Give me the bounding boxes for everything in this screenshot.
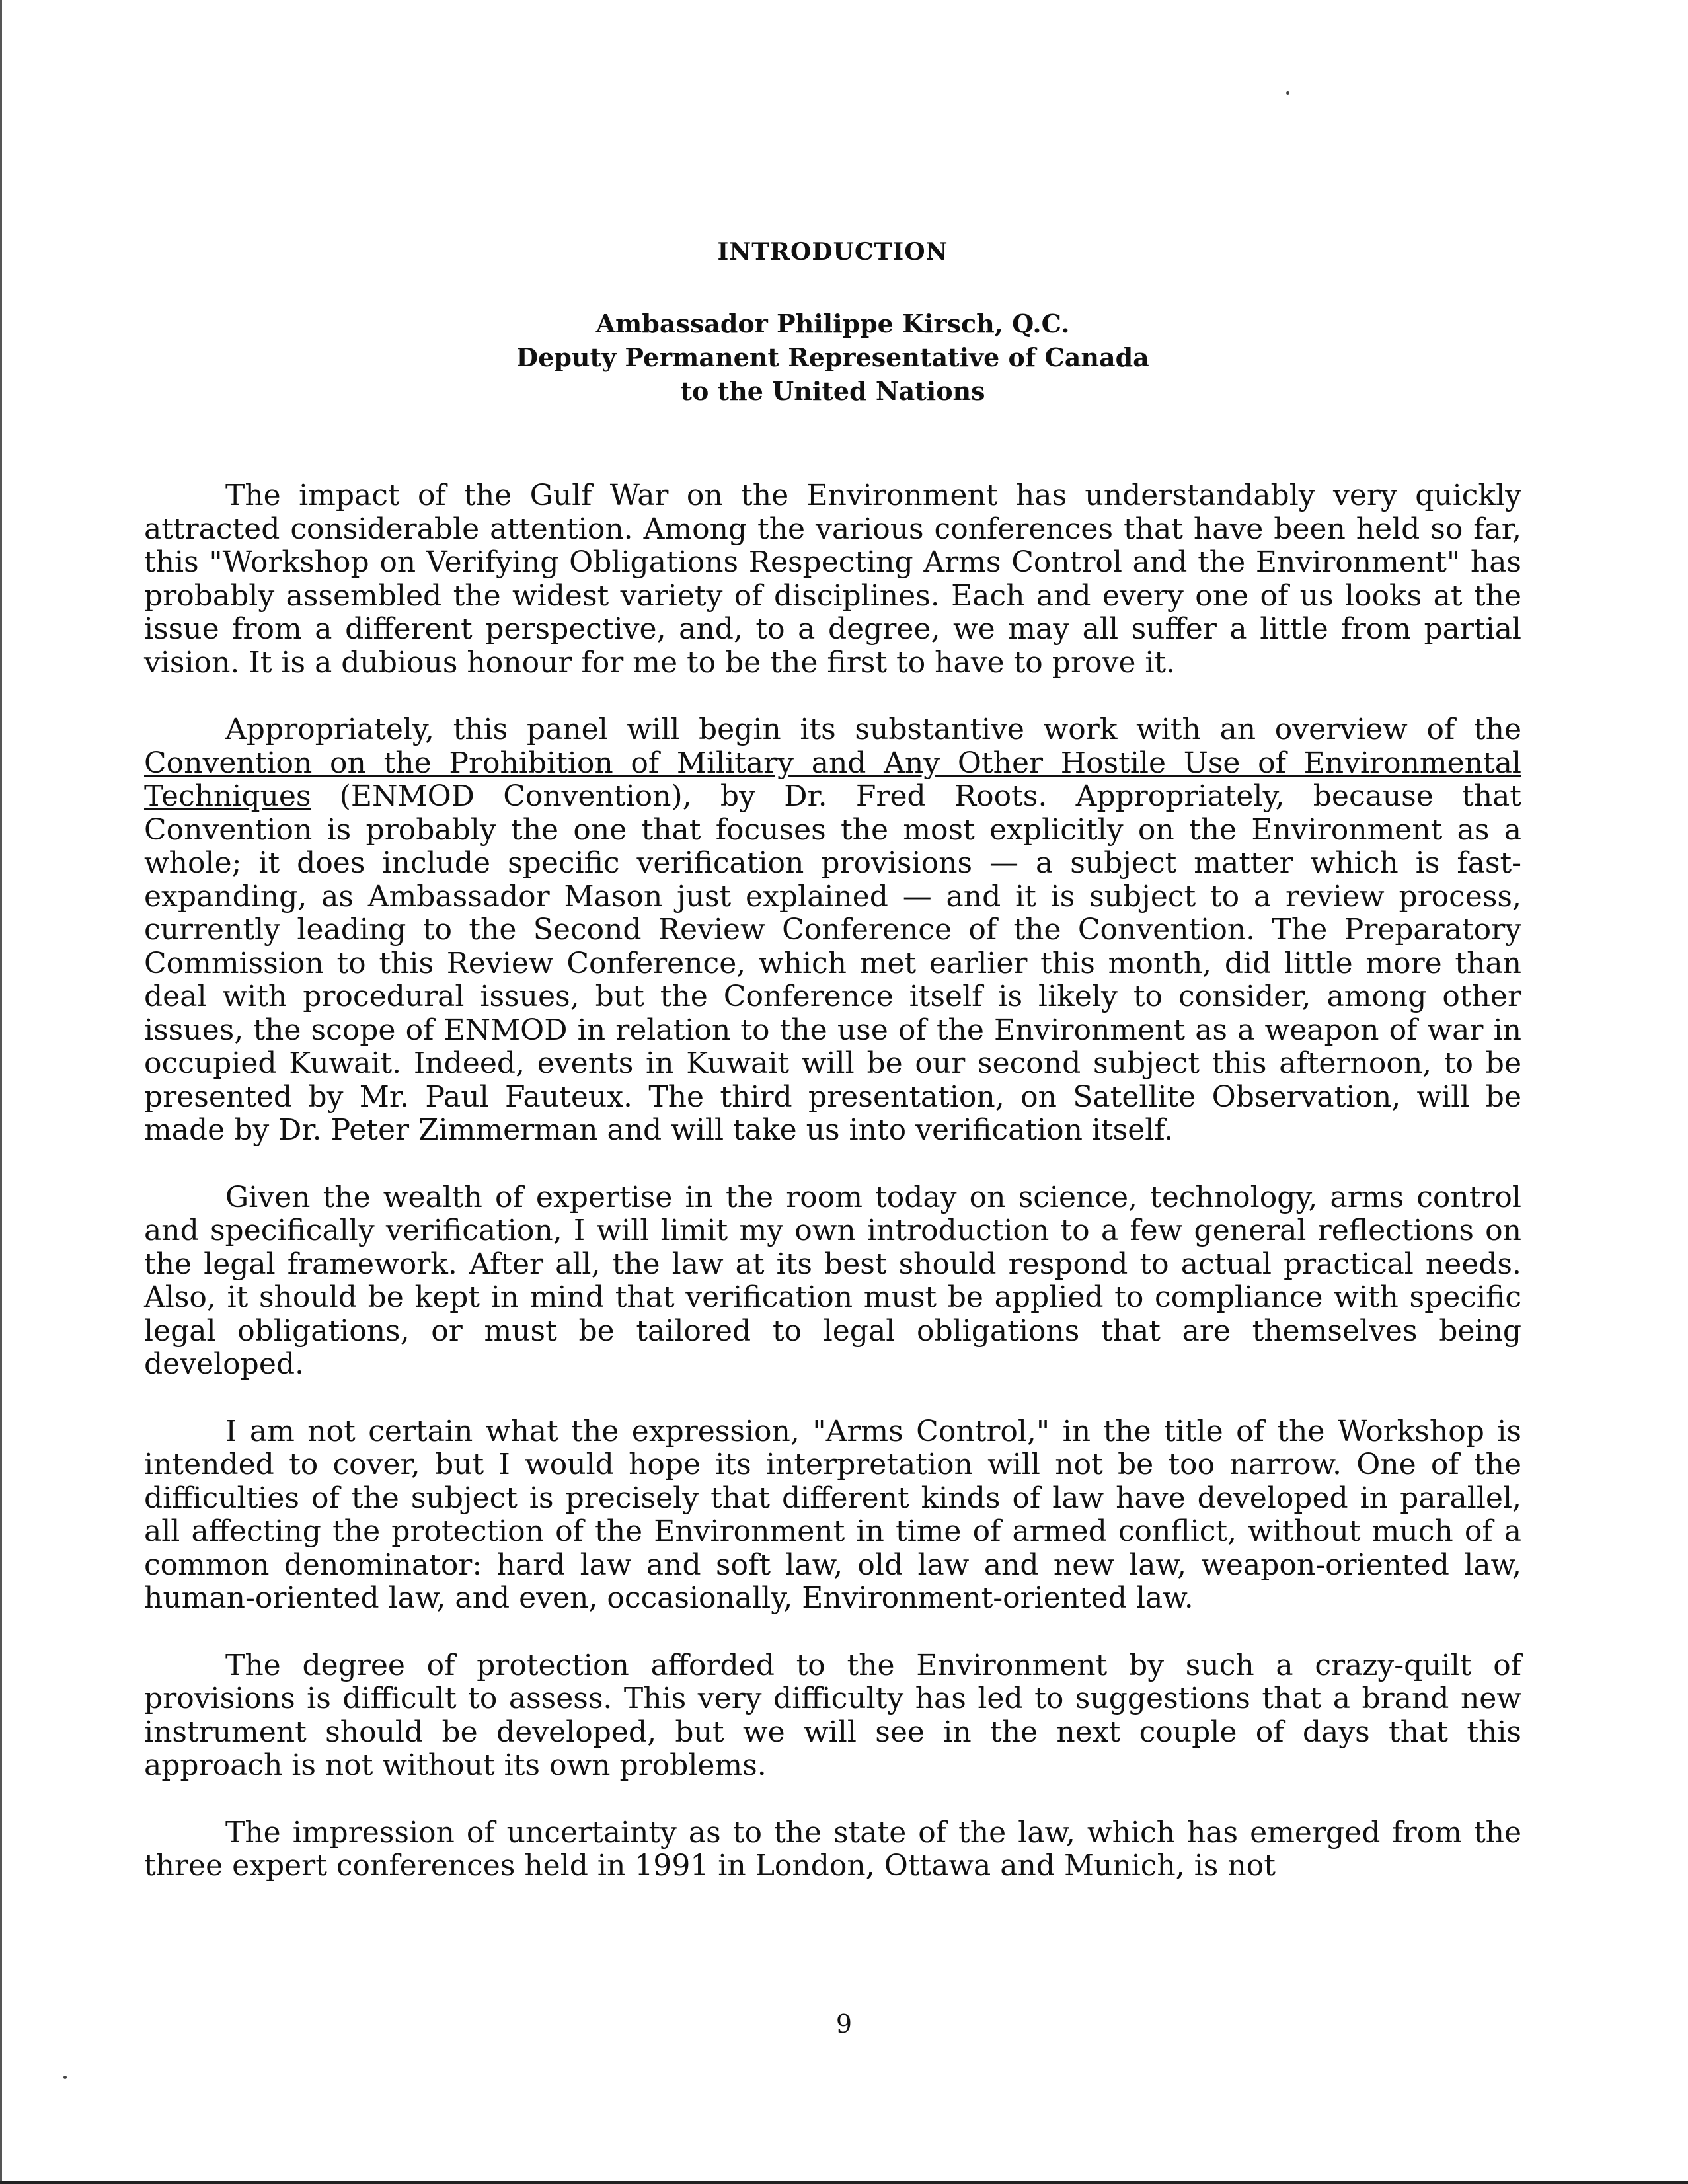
scan-speck [1286, 91, 1289, 95]
page-number: 9 [835, 2009, 853, 2039]
paragraph-5: The degree of protection afforded to the Environment by such a crazy-quilt of provisions is difficult to assess. This very difficulty has led to suggestions that a brand new instrument should be developed, but we will see in the next couple of days that this approach is not without its own problems. [144, 1648, 1521, 1782]
document-body [144, 238, 1521, 1917]
paragraph-6: The impression of uncertainty as to the state of the law, which has emerged from the three expert conferences held in 1991 in London, Ottawa and Munich, is not [144, 1815, 1521, 1883]
author-block [144, 307, 1521, 408]
document-title: INTRODUCTION [717, 238, 948, 266]
paragraph-4: I am not certain what the expression, "Arms Control," in the title of the Workshop is intended to cover, but I would hope its interpretation will not be too narrow. One of the difficulties of the subject is precisely that different kinds of law have developed in parallel, all affecting the protection of the Environment in time of armed conflict, without much of a common denominator: hard law and soft law, old law and new law, weapon-oriented law, human-oriented law, and even, occasionally, Environment-oriented law. [144, 1414, 1521, 1615]
paragraph-2-start: Appropriately, this panel will begin its substantive work with an overview of the [225, 713, 1521, 746]
page-edge-left [0, 0, 2, 2184]
convention-title: Convention on the Prohibition of Military and Any Other Hostile Use of Environmental Techniques [144, 746, 1521, 813]
author-position: Deputy Permanent Representative of Canada [516, 342, 1149, 372]
paragraph-1: The impact of the Gulf War on the Environment has understandably very quickly attracted considerable attention. Among the various conferences that have been held so far, this "Workshop on Verifying Obligations Respecting Arms Control and the Environment" has probably assembled the widest variety of disciplines. Each and every one of us looks at the issue from a different perspective, and, to a degree, we may all suffer a little from partial vision. It is a dubious honour for me to be the first to have to prove it. [144, 479, 1521, 680]
scan-speck [63, 2076, 67, 2079]
paragraph-3: Given the wealth of expertise in the room today on science, technology, arms control and specifically verification, I will limit my own introduction to a few general reflections on the legal framework. After all, the law at its best should respond to actual practical needs. Also, it should be kept in mind that verification must be applied to compliance with specific legal obligations, or must be tailored to legal obligations that are themselves being developed. [144, 1180, 1521, 1381]
author-organization: to the United Nations [680, 376, 985, 406]
paragraph-2 [144, 713, 1521, 1148]
paragraph-2-end: (ENMOD Convention), by Dr. Fred Roots. Appropriately, because that Convention is probably the one that focuses the most explicitly on the Environment as a whole; it does include specific verification provisions — a subject matter which is fast-expanding, as Ambassador Mason just explained — and it is subject to a review process, currently leading to the Second Review Conference of the Convention. The Preparatory Commission to this Review Conference, which met earlier this month, did little more than deal with procedural issues, but the Conference itself is likely to consider, among other issues, the scope of ENMOD in relation to the use of the Environment as a weapon of war in occupied Kuwait. Indeed, events in Kuwait will be our second subject this afternoon, to be presented by Mr. Paul Fauteux. The third presentation, on Satellite Observation, will be made by Dr. Peter Zimmerman and will take us into verification itself. [144, 779, 1521, 1147]
page-edge-bottom [0, 2181, 1688, 2184]
author-name: Ambassador Philippe Kirsch, Q.C. [595, 309, 1070, 338]
